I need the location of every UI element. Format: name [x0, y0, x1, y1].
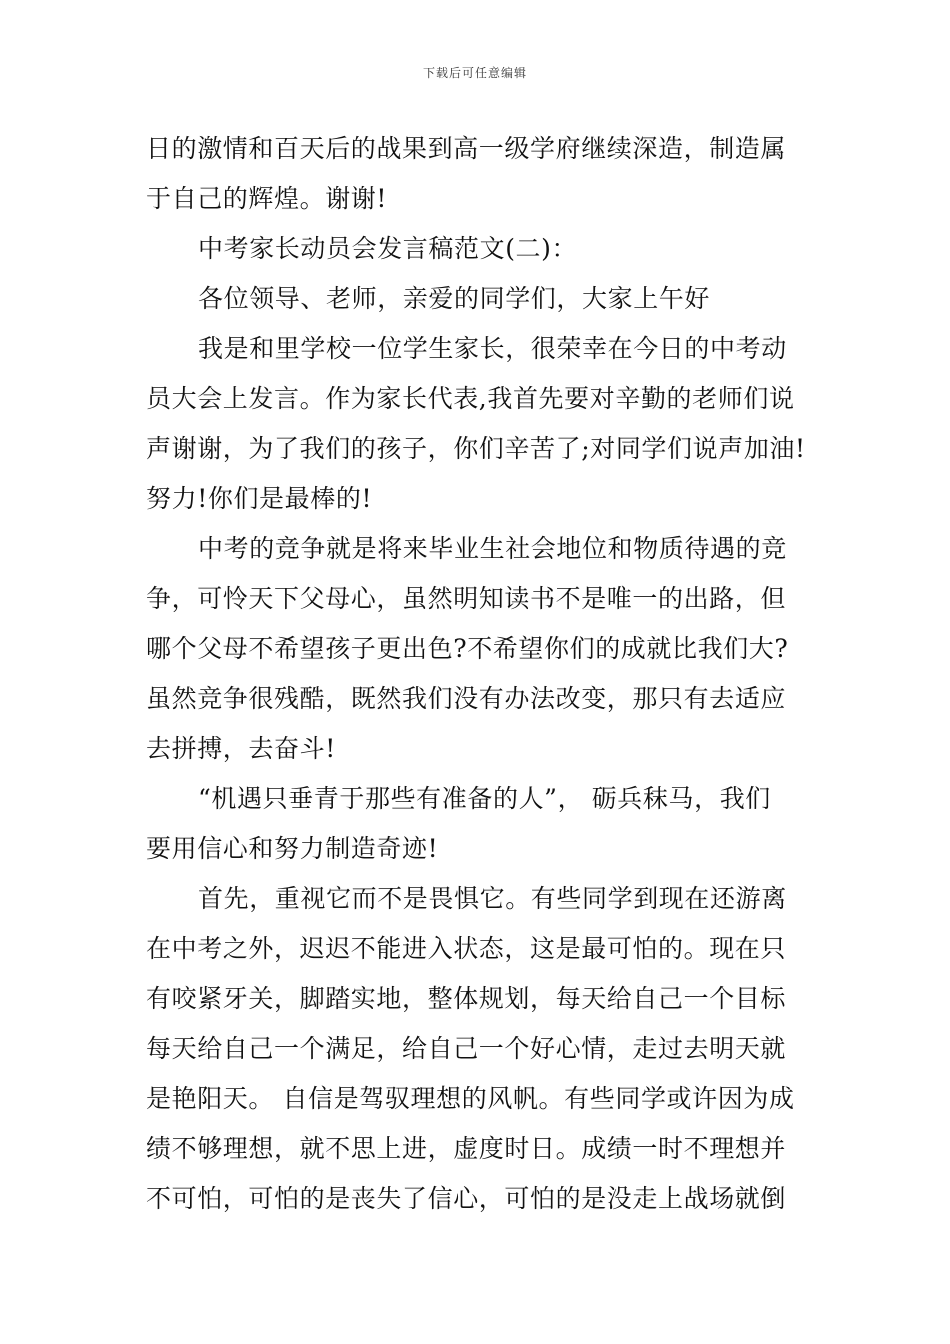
text-line: 要用信心和努力制造奇迹! [146, 834, 439, 863]
text-line: 声谢谢，为了我们的孩子，你们辛苦了;对同学们说声加油! [146, 434, 806, 463]
text-line: 首先，重视它而不是畏惧它。有些同学到现在还游离 [198, 884, 787, 913]
greeting-line: 各位领导、老师，亲爱的同学们，大家上午好 [198, 284, 711, 313]
text-line: 不可怕，可怕的是丧失了信心，可怕的是没走上战场就倒 [146, 1184, 787, 1213]
text-line: 中考的竞争就是将来毕业生社会地位和物质待遇的竞 [198, 534, 787, 563]
text-line: “机遇只垂青于那些有准备的人”， 砺兵秣马，我们 [198, 784, 771, 813]
text-line: 我是和里学校一位学生家长，很荣幸在今日的中考动 [198, 334, 787, 363]
text-line: 争，可怜天下父母心，虽然明知读书不是唯一的出路，但 [146, 584, 787, 613]
text-line: 每天给自己一个满足，给自己一个好心情，走过去明天就 [146, 1034, 787, 1063]
text-line: 努力!你们是最棒的! [146, 484, 373, 513]
text-line: 日的激情和百天后的战果到高一级学府继续深造，制造属 [146, 134, 787, 163]
text-line: 去拼搏，去奋斗! [146, 734, 336, 763]
section-heading: 中考家长动员会发言稿范文(二)： [198, 234, 578, 263]
page-header: 下载后可任意编辑 [422, 66, 527, 80]
text-line: 哪个父母不希望孩子更出色?不希望你们的成就比我们大? [146, 634, 789, 663]
text-line: 绩不够理想，就不思上进，虚度时日。成绩一时不理想并 [146, 1134, 787, 1163]
text-line: 于自己的辉煌。谢谢! [146, 184, 388, 213]
text-line: 是艳阳天。 自信是驾驭理想的风帆。有些同学或许因为成 [146, 1084, 795, 1113]
text-line: 有咬紧牙关，脚踏实地，整体规划，每天给自己一个目标 [146, 984, 787, 1013]
text-line: 虽然竞争很残酷，既然我们没有办法改变，那只有去适应 [146, 684, 787, 713]
text-line: 员大会上发言。作为家长代表,我首先要对辛勤的老师们说 [146, 384, 795, 413]
text-line: 在中考之外，迟迟不能进入状态，这是最可怕的。现在只 [146, 934, 787, 963]
